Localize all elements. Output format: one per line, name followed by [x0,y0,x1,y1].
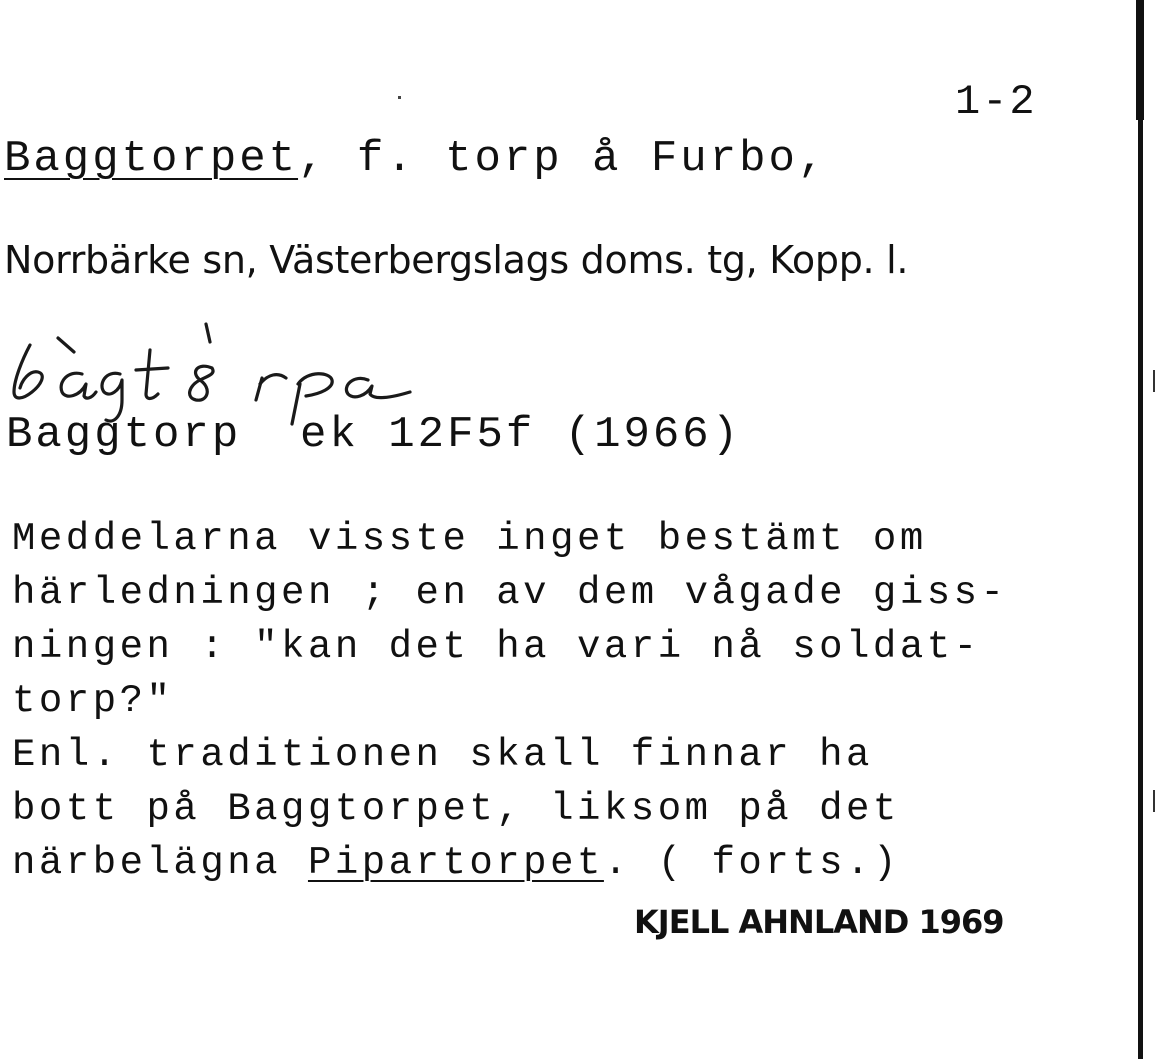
headword: Baggtorpet [4,134,299,184]
headword-line [4,134,827,184]
card-notes [12,512,1007,890]
notes-line: närbelägna [12,841,308,885]
edge-speck [1153,790,1155,812]
notes-line-end: . ( forts.) [603,841,900,885]
cross-reference-pipartorpet: Pipartorpet [307,841,604,885]
notes-line: bott på Baggtorpet, liksom på det [12,787,900,831]
parish-location: Norrbärke sn, Västerbergslags doms. tg, Kopp. l. [4,238,909,282]
author-signature: KJELL AHNLAND 1969 [634,903,1004,941]
notes-line: Meddelarna visste inget bestämt om [12,517,927,561]
notes-line: torp?" [12,679,174,723]
dust-speck [398,96,401,99]
notes-line: härledningen ; en av dem vågade giss- [12,571,1008,615]
notes-line: ningen : "kan det ha vari nå soldat- [12,625,981,669]
card-edge-shadow [1138,0,1143,1059]
edge-speck [1153,370,1155,392]
map-reference: Baggtorp ek 12F5f (1966) [6,410,742,460]
notes-line: Enl. traditionen skall finnar ha [12,733,873,777]
card-number: 1-2 [955,78,1037,126]
headword-description: , f. torp å Furbo, [298,134,828,184]
